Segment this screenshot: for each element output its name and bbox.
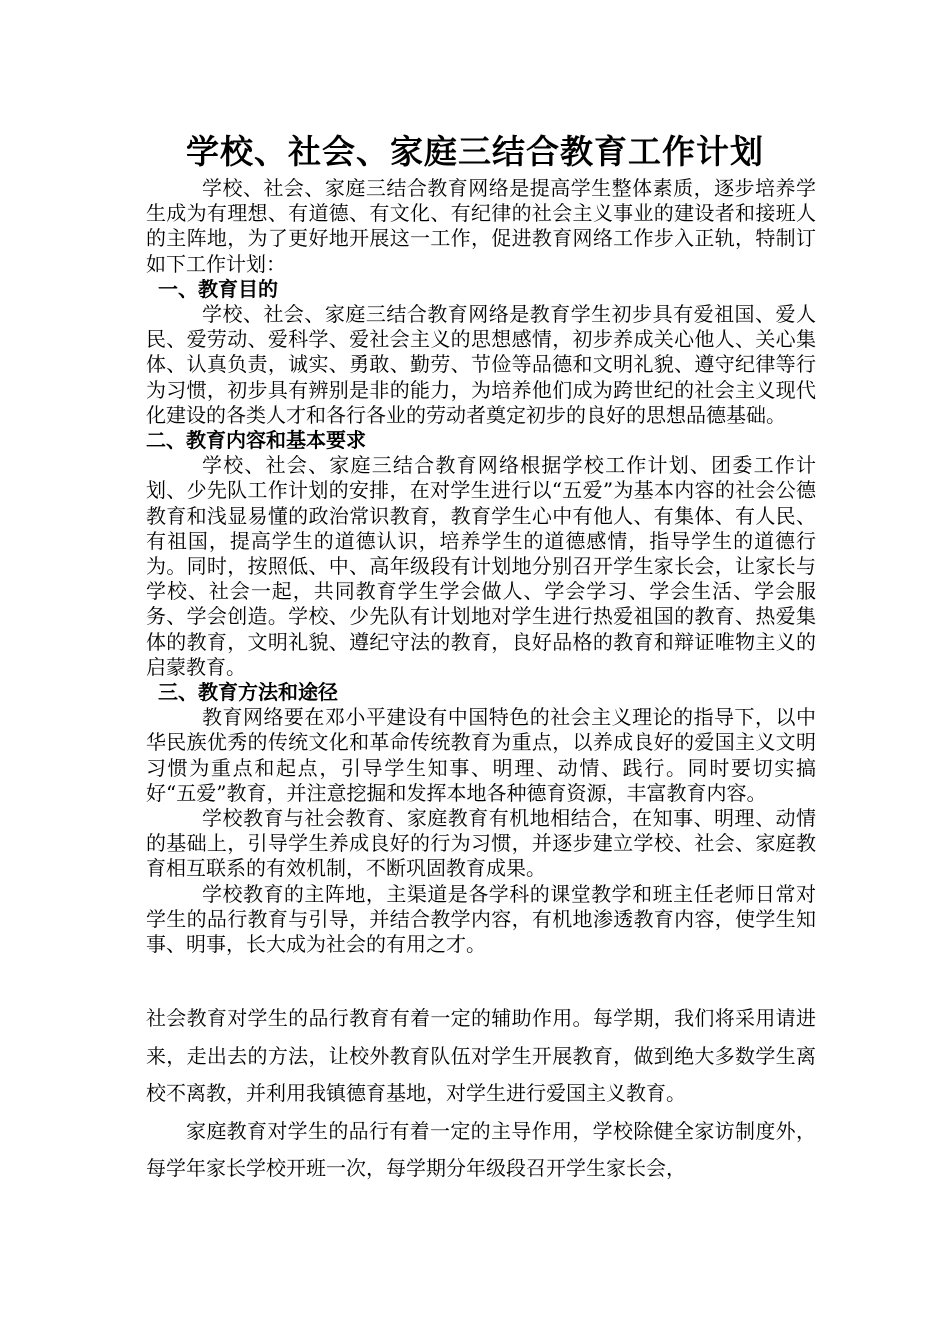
document-body: [146, 176, 816, 957]
section-3-paragraph-1: 教育网络要在邓小平建设有中国特色的社会主义理论的指导下，以中华民族优秀的传统文化和革命传统教育为重点，以养成良好的爱国主义文明习惯为重点和起点，引导学生知事、明理、动情、践行。同时要切实搞好“五爱”教育，并注意挖掘和发挥本地各种德育资源，丰富教育内容。: [146, 705, 816, 805]
section-2-body: 学校、社会、家庭三结合教育网络根据学校工作计划、团委工作计划、少先队工作计划的安排，在对学生进行以“五爱”为基本内容的社会公德教育和浅显易懂的政治常识教育，教育学生心中有他人、有集体、有人民、有祖国，提高学生的道德认识，培养学生的道德感情，指导学生的道德行为。同时，按照低、中、高年级段有计划地分别召开学生家长会，让家长与学校、社会一起，共同教育学生学会做人、学会学习、学会生活、学会服务、学会创造。学校、少先队有计划地对学生进行热爱祖国的教育、热爱集体的教育，文明礼貌、遵纪守法的教育，良好品格的教育和辩证唯物主义的启蒙教育。: [146, 453, 816, 679]
section-3-paragraph-5: 家庭教育对学生的品行有着一定的主导作用，学校除健全家访制度外，每学年家长学校开班一次，每学期分年级段召开学生家长会，: [146, 1118, 816, 1180]
section-3-heading: 三、教育方法和途径: [158, 680, 338, 705]
intro-paragraph: 学校、社会、家庭三结合教育网络是提高学生整体素质，逐步培养学生成为有理想、有道德、有文化、有纪律的社会主义事业的建设者和接班人的主阵地，为了更好地开展这一工作，促进教育网络工作步入正轨，特制订如下工作计划：: [146, 176, 816, 276]
section-3-paragraph-4: 社会教育对学生的品行教育有着一定的辅助作用。每学期，我们将采用请进来，走出去的方法，让校外教育队伍对学生开展教育，做到绝大多数学生离校不离教，并利用我镇德育基地，对学生进行爱国主义教育。: [146, 1006, 816, 1105]
section-3-paragraph-2: 学校教育与社会教育、家庭教育有机地相结合，在知事、明理、动情的基础上，引导学生养成良好的行为习惯，并逐步建立学校、社会、家庭教育相互联系的有效机制，不断巩固教育成果。: [146, 806, 816, 881]
section-1-body: 学校、社会、家庭三结合教育网络是教育学生初步具有爱祖国、爱人民、爱劳动、爱科学、爱社会主义的思想感情，初步养成关心他人、关心集体、认真负责，诚实、勇敢、勤劳、节俭等品德和文明礼貌、遵守纪律等行为习惯，初步具有辨别是非的能力，为培养他们成为跨世纪的社会主义现代化建设的各类人才和各行各业的劳动者奠定初步的良好的思想品德基础。: [146, 302, 816, 427]
document-title: 学校、社会、家庭三结合教育工作计划: [186, 132, 764, 171]
section-2-heading: 二、教育内容和基本要求: [146, 428, 366, 453]
section-1-heading: 一、教育目的: [158, 276, 278, 301]
document-body-continued: [146, 1000, 816, 1188]
section-3-paragraph-3: 学校教育的主阵地，主渠道是各学科的课堂教学和班主任老师日常对学生的品行教育与引导，并结合教学内容，有机地渗透教育内容，使学生知事、明事，长大成为社会的有用之才。: [146, 881, 816, 957]
